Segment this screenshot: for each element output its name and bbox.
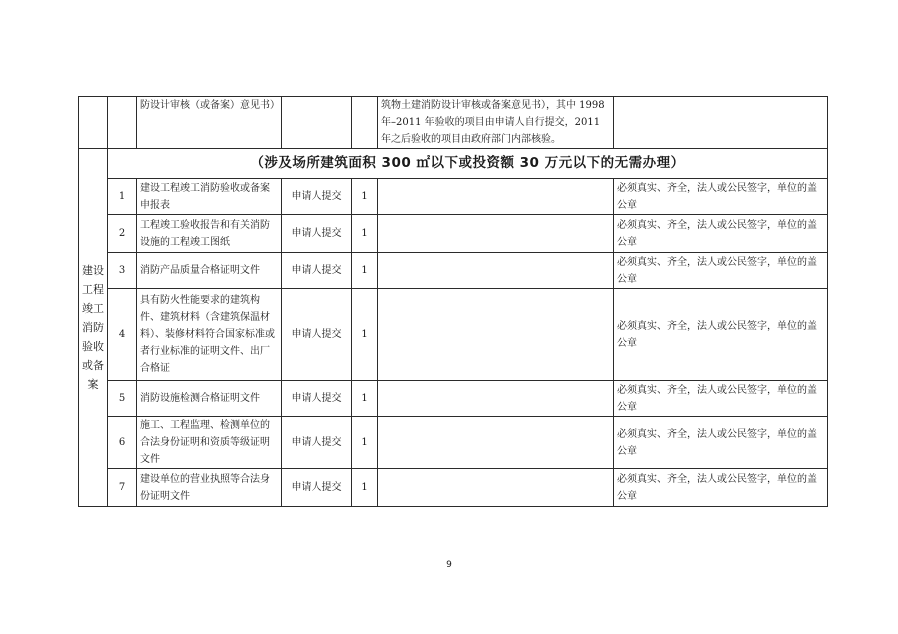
row-blank — [378, 289, 614, 381]
row-number: 3 — [108, 253, 137, 289]
row-copies: 1 — [352, 179, 378, 215]
row-number: 5 — [108, 381, 137, 417]
row-source: 申请人提交 — [282, 469, 352, 507]
row-blank — [378, 469, 614, 507]
continuation-category-cell — [79, 97, 108, 149]
row-source: 申请人提交 — [282, 179, 352, 215]
row-copies: 1 — [352, 215, 378, 253]
continuation-copies-cell — [352, 97, 378, 149]
continuation-source-cell — [282, 97, 352, 149]
row-material: 具有防火性能要求的建筑构件、建筑材料（含建筑保温材料）、装修材料符合国家标准或者行业标准的证明文件、出厂合格证 — [137, 289, 282, 381]
row-material: 消防产品质量合格证明文件 — [137, 253, 282, 289]
row-material: 建设单位的营业执照等合法身份证明文件 — [137, 469, 282, 507]
row-copies: 1 — [352, 469, 378, 507]
row-number: 6 — [108, 417, 137, 469]
row-source: 申请人提交 — [282, 253, 352, 289]
row-number: 7 — [108, 469, 137, 507]
page-number: 9 — [446, 560, 452, 570]
section-subtitle: （涉及场所建筑面积 300 ㎡以下或投资额 30 万元以下的无需办理） — [108, 149, 828, 179]
continuation-row — [79, 97, 828, 149]
table-row — [79, 381, 828, 417]
row-blank — [378, 417, 614, 469]
table-row — [79, 215, 828, 253]
continuation-requirement-cell — [614, 97, 828, 149]
section-header-row — [79, 149, 828, 179]
row-blank — [378, 381, 614, 417]
row-number: 1 — [108, 179, 137, 215]
row-requirement: 必须真实、齐全，法人或公民签字，单位的盖公章 — [614, 179, 828, 215]
row-blank — [378, 179, 614, 215]
continuation-note-cell: 筑物土建消防设计审核或备案意见书），其中 1998 年–2011 年验收的项目由申请人自行提交，2011 年之后验收的项目由政府部门内部核验。 — [378, 97, 614, 149]
row-blank — [378, 215, 614, 253]
table-row — [79, 253, 828, 289]
row-number: 4 — [108, 289, 137, 381]
row-material: 消防设施检测合格证明文件 — [137, 381, 282, 417]
row-requirement: 必须真实、齐全，法人或公民签字，单位的盖公章 — [614, 289, 828, 381]
row-requirement: 必须真实、齐全，法人或公民签字，单位的盖公章 — [614, 381, 828, 417]
continuation-material-cell: 防设计审核（或备案）意见书） — [137, 97, 282, 149]
table-row — [79, 417, 828, 469]
row-material: 施工、工程监理、检测单位的合法身份证明和资质等级证明文件 — [137, 417, 282, 469]
row-copies: 1 — [352, 381, 378, 417]
section-category: 建设工程竣工消防验收或备案 — [79, 149, 108, 507]
row-number: 2 — [108, 215, 137, 253]
row-requirement: 必须真实、齐全，法人或公民签字，单位的盖公章 — [614, 253, 828, 289]
row-material: 工程竣工验收报告和有关消防设施的工程竣工图纸 — [137, 215, 282, 253]
continuation-no-cell — [108, 97, 137, 149]
row-copies: 1 — [352, 417, 378, 469]
row-source: 申请人提交 — [282, 417, 352, 469]
table-row — [79, 469, 828, 507]
table-row — [79, 289, 828, 381]
row-requirement: 必须真实、齐全，法人或公民签字，单位的盖公章 — [614, 417, 828, 469]
row-material: 建设工程竣工消防验收或备案申报表 — [137, 179, 282, 215]
materials-table — [78, 96, 828, 507]
row-copies: 1 — [352, 253, 378, 289]
table-row — [79, 179, 828, 215]
row-source: 申请人提交 — [282, 381, 352, 417]
row-source: 申请人提交 — [282, 215, 352, 253]
row-copies: 1 — [352, 289, 378, 381]
row-requirement: 必须真实、齐全，法人或公民签字，单位的盖公章 — [614, 469, 828, 507]
row-blank — [378, 253, 614, 289]
row-requirement: 必须真实、齐全，法人或公民签字，单位的盖公章 — [614, 215, 828, 253]
row-source: 申请人提交 — [282, 289, 352, 381]
